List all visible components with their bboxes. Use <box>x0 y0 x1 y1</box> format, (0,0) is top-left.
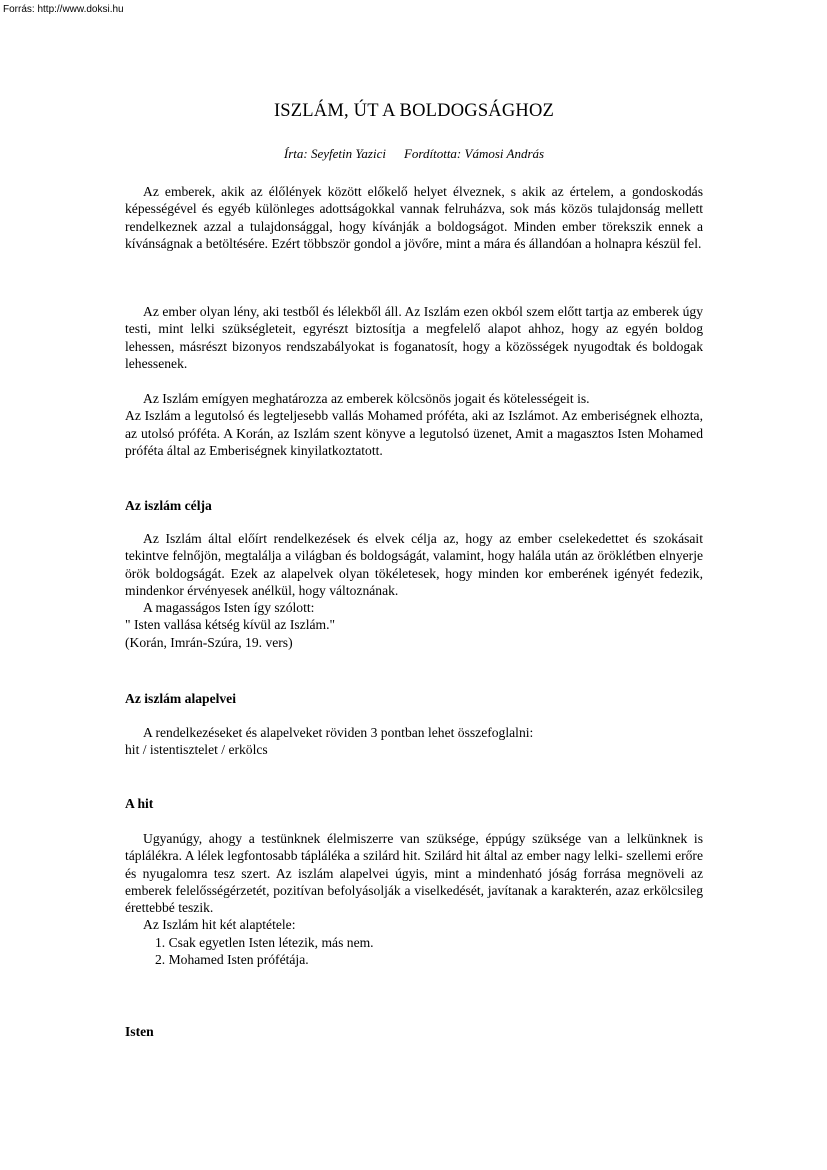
translator: Fordította: Vámosi András <box>403 146 545 161</box>
section-heading-celja: Az iszlám célja <box>125 498 212 513</box>
source-label: Forrás: http://www.doksi.hu <box>3 4 124 15</box>
tenets-list <box>125 934 703 969</box>
paragraph: A magasságos Isten így szólott: <box>143 600 315 616</box>
paragraph: Az Iszlám által előírt rendelkezések és elvek célja az, hogy az ember cselekedettet és szokásait tekintve felnőjön, megtalálja a világban és boldogságát, valamint, hogy halála után az öröklétben elnyerje örök boldogságát. Ezek az alapelvek olyan tökéletesek, hogy minden kor emberének igényét fedezik, mindenkor érvényesek anélkül, hogy változnának. <box>125 531 703 598</box>
section-heading-hit: A hit <box>125 796 154 811</box>
paragraph: hit / istentisztelet / erkölcs <box>125 742 268 758</box>
paragraph: Az ember olyan lény, aki testből és lélekből áll. Az Iszlám ezen okból szem előtt tartja az emberek úgy testi, mint lelki szükségleteit, egyrészt biztosítja a megfelelő alapot ahhoz, hogy az egyén boldog lehessen, másrészt bizonyos rendszabályokat is foganatosít, hogy a közösségek nyugodtak és boldogak lehessenek. <box>125 304 703 371</box>
author: Írta: Seyfetin Yazici <box>283 146 386 161</box>
paragraph: Ugyanúgy, ahogy a testünknek élelmiszerre van szüksége, éppúgy szüksége van a lelkünknek is táplálékra. A lélek legfontosabb tápláléka a szilárd hit. Szilárd hit által az ember nagy lelki- szellemi erőre és nyugalomra tesz szert. Az iszlám alapelvei úgyis, mint a mindenható jóság forrása megnöveli az emberek felelősségérzetét, pozitívan befolyásolják a viselkedését, javítanak a karakterén, azaz erkölcsileg érettebbé teszik. <box>125 831 703 916</box>
paragraph: Az Iszlám a legutolsó és legteljesebb vallás Mohamed próféta, aki az Iszlámot. Az emberiségnek elhozta, az utolsó próféta. A Korán, az Iszlám szent könyve a legutolsó üzenet, Amit a magasztos Isten Mohamed próféta által az Emberiségnek kinyilatkoztatott. <box>125 408 703 458</box>
paragraph: Az emberek, akik az élőlények között előkelő helyet élveznek, s akik az értelem, a gondoskodás képességével és egyéb különleges adottságokkal vannak felruházva, sok más közös tulajdonság mellett rendelkeznek azzal a tulajdonsággal, hogy kívánják a boldogságot. Minden ember törekszik ennek a kívánságnak a betöltésére. Ezért többször gondol a jövőre, mint a mára és állandóan a holnapra készül fel. <box>125 184 703 251</box>
section-heading-alapelvei: Az iszlám alapelvei <box>125 691 236 706</box>
byline <box>125 146 703 162</box>
section-alapelvei-body <box>125 724 703 759</box>
citation: (Korán, Imrán-Szúra, 19. vers) <box>125 634 293 650</box>
paragraph: Az Iszlám emígyen meghatározza az emberek kölcsönös jogait és kötelességeit is. <box>143 391 590 406</box>
list-item: 2. Mohamed Isten prófétája. <box>155 952 309 968</box>
paragraph: Az Iszlám hit két alaptétele: <box>143 917 296 933</box>
paragraph: A rendelkezéseket és alapelveket röviden 3 pontban lehet összefoglalni: <box>143 725 534 740</box>
intro-paragraph-1 <box>125 183 703 252</box>
intro-paragraph-3 <box>125 390 703 459</box>
list-item: 1. Csak egyetlen Isten létezik, más nem. <box>155 934 374 950</box>
quote: " Isten vallása kétség kívül az Iszlám." <box>125 617 336 633</box>
section-heading-isten: Isten <box>125 1024 154 1039</box>
section-hit-body <box>125 830 703 968</box>
page-title: ISZLÁM, ÚT A BOLDOGSÁGHOZ <box>273 101 555 121</box>
intro-paragraph-2 <box>125 303 703 372</box>
section-celja-body <box>125 530 703 651</box>
